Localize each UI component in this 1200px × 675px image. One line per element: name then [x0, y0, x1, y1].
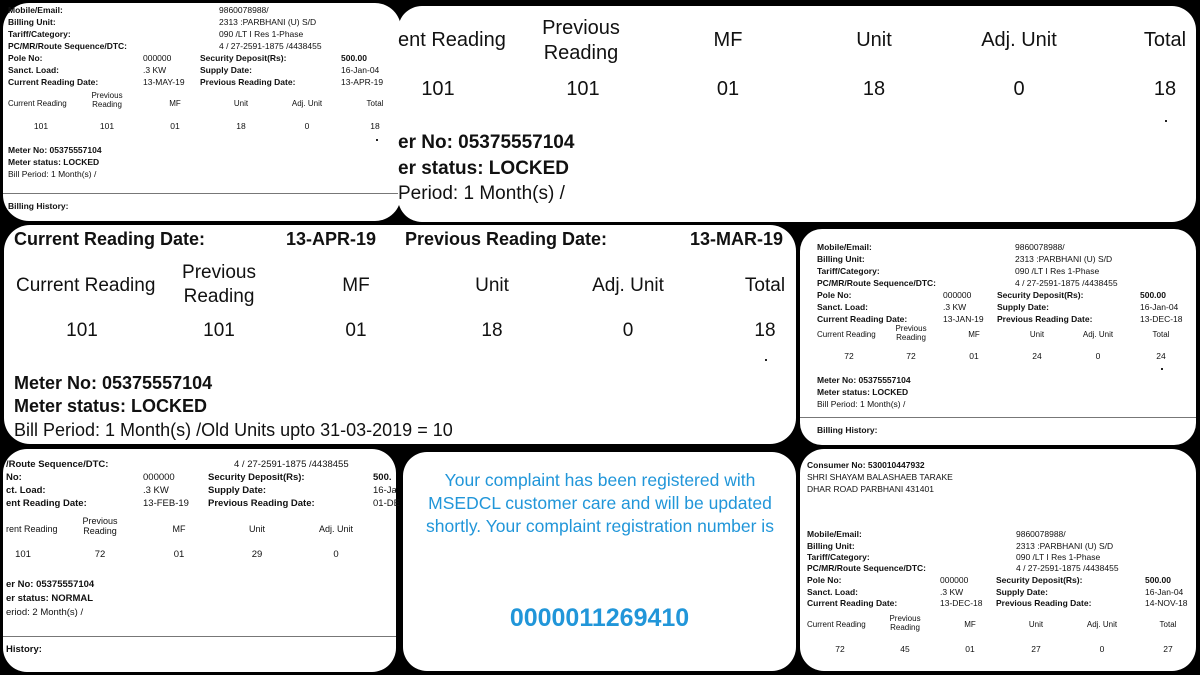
header-total: Total: [1152, 330, 1170, 339]
header-adj-unit: Adj. Unit: [1082, 330, 1114, 339]
bill-period: Period: 1 Month(s) /: [398, 183, 565, 204]
value-adj-unit: 0: [1099, 644, 1105, 654]
meter-number: er No: 05375557104: [398, 132, 575, 153]
meter-number: Meter No: 05375557104: [8, 145, 102, 155]
sanct-load-value: .3 KW: [943, 302, 967, 312]
info-value-route: 4 / 27-2591-1875 /4438455: [1015, 278, 1118, 288]
value-current-reading: 101: [33, 121, 49, 131]
pole-label: No:: [6, 472, 22, 483]
previous-reading-date-value: 13-DEC-18: [1140, 314, 1183, 324]
value-current-reading: 72: [835, 644, 845, 654]
bill-panel-may: [3, 3, 401, 221]
previous-reading-date-value: 13-APR-19: [341, 77, 384, 87]
header-previous-reading: Previous Reading: [182, 262, 256, 307]
header-mf: MF: [169, 99, 181, 108]
info-value-billing-unit: 2313 :PARBHANI (U) S/D: [219, 17, 317, 27]
speck: [1161, 368, 1163, 370]
info-label-route: PC/MR/Route Sequence/DTC:: [807, 563, 927, 573]
info-label-mobile: Mobile/Email:: [8, 5, 63, 15]
complaint-confirmation-panel: [403, 452, 796, 671]
value-previous-reading: 101: [203, 320, 235, 341]
header-unit: Unit: [248, 524, 266, 534]
info-value-billing-unit: 2313 :PARBHANI (U) S/D: [1016, 541, 1114, 551]
header-unit: Unit: [475, 275, 509, 296]
bill-period: eriod: 2 Month(s) /: [6, 607, 84, 618]
info-value-mobile: 9860078988/: [1015, 242, 1065, 252]
info-value-route: 4 / 27-2591-1875 /4438455: [219, 41, 322, 51]
supply-date-label: Supply Date:: [208, 485, 267, 496]
value-adj-unit: 0: [1013, 78, 1025, 100]
info-label-tariff: Tariff/Category:: [817, 266, 880, 276]
header-adj-unit: Adj. Unit: [981, 29, 1057, 51]
consumer-address: DHAR ROAD PARBHANI 431401: [807, 484, 934, 494]
supply-date-value: 16-Jan-04: [1140, 302, 1179, 312]
value-unit: 18: [236, 121, 246, 131]
divider: [3, 636, 396, 637]
pole-value: 000000: [143, 53, 172, 63]
meter-number: Meter No: 05375557104: [14, 373, 213, 393]
pole-label: Pole No:: [8, 53, 43, 63]
supply-date-label: Supply Date:: [997, 302, 1049, 312]
speck: [765, 359, 767, 361]
header-current-reading: Current Reading: [8, 99, 67, 108]
previous-reading-date-value: 13-MAR-19: [690, 229, 784, 249]
value-current-reading: 101: [15, 549, 31, 560]
pole-label: Pole No:: [817, 290, 852, 300]
header-previous-reading: Previous Reading: [542, 17, 620, 64]
bill-panel-february: [3, 449, 400, 672]
header-previous-reading: Previous Reading: [895, 324, 927, 342]
header-current-reading: ent Reading: [398, 29, 506, 51]
security-deposit-value: 500.: [373, 472, 392, 483]
billing-history-label: History:: [6, 644, 42, 655]
header-unit: Unit: [856, 29, 892, 51]
current-reading-date-label: Current Reading Date:: [8, 77, 99, 87]
value-adj-unit: 0: [1095, 351, 1101, 361]
meter-status: Meter status: LOCKED: [14, 396, 208, 416]
bill-panel-zoom-top: [398, 6, 1196, 222]
header-total: Total: [366, 99, 384, 108]
header-previous-reading: Previous Reading: [91, 91, 123, 109]
sanct-load-label: Sanct. Load:: [807, 587, 859, 597]
bill-panel-april: [4, 225, 796, 444]
meter-status: er status: LOCKED: [398, 158, 570, 179]
info-label-mobile: Mobile/Email:: [817, 242, 872, 252]
info-value-tariff: 090 /LT I Res 1-Phase: [1016, 552, 1101, 562]
value-mf: 01: [173, 549, 185, 560]
value-unit: 29: [251, 549, 263, 560]
speck: [376, 139, 378, 141]
value-unit: 27: [1031, 644, 1041, 654]
sanct-load-label: Sanct. Load:: [8, 65, 60, 75]
value-unit: 18: [481, 320, 503, 341]
supply-date-value: 16-Ja: [373, 485, 397, 496]
current-reading-date-value: 13-DEC-18: [940, 598, 983, 608]
value-previous-reading: 101: [99, 121, 115, 131]
security-deposit-label: Security Deposit(Rs):: [200, 53, 287, 63]
value-previous-reading: 101: [566, 78, 600, 100]
supply-date-label: Supply Date:: [996, 587, 1048, 597]
consumer-number: Consumer No: 530010447932: [807, 460, 925, 470]
complaint-message: Your complaint has been registered with MSEDCL customer care and will be updated shortly. Your complaint registration number is: [426, 470, 774, 536]
header-mf: MF: [713, 29, 743, 51]
security-deposit-label: Security Deposit(Rs):: [997, 290, 1084, 300]
security-deposit-value: 500.00: [341, 53, 367, 63]
previous-reading-date-label: Previous Reading Date:: [200, 77, 296, 87]
value-mf: 01: [170, 121, 180, 131]
header-unit: Unit: [1029, 330, 1045, 339]
previous-reading-date-label: Previous Reading Date:: [997, 314, 1093, 324]
header-unit: Unit: [233, 99, 249, 108]
meter-status: Meter status: LOCKED: [817, 387, 909, 397]
value-unit: 18: [862, 78, 886, 100]
current-reading-date-label: Current Reading Date:: [807, 598, 898, 608]
current-reading-date-value: 13-APR-19: [286, 229, 377, 249]
value-current-reading: 101: [66, 320, 98, 341]
header-total: Total: [1143, 29, 1187, 51]
value-unit: 24: [1032, 351, 1042, 361]
info-label-route: PC/MR/Route Sequence/DTC:: [8, 41, 128, 51]
info-value-tariff: 090 /LT I Res 1-Phase: [219, 29, 304, 39]
header-total: Total: [1159, 620, 1177, 629]
bill-period: Bill Period: 1 Month(s) /: [817, 399, 906, 409]
value-mf: 01: [345, 320, 367, 341]
supply-date-label: Supply Date:: [200, 65, 252, 75]
previous-reading-date-value: 01-DE: [373, 498, 400, 509]
info-label-mobile: Mobile/Email:: [807, 529, 862, 539]
value-total: 18: [1153, 78, 1177, 100]
complaint-registration-number: 0000011269410: [509, 604, 690, 632]
value-total: 27: [1163, 644, 1173, 654]
info-label-billing-unit: Billing Unit:: [817, 254, 865, 264]
info-value-route: 4 / 27-2591-1875 /4438455: [1016, 563, 1119, 573]
value-total: 24: [1156, 351, 1166, 361]
info-value-mobile: 9860078988/: [1016, 529, 1066, 539]
header-previous-reading: Previous Reading: [82, 516, 118, 536]
value-total: 18: [754, 320, 776, 341]
route-label: /Route Sequence/DTC:: [6, 459, 109, 470]
info-value-billing-unit: 2313 :PARBHANI (U) S/D: [1015, 254, 1113, 264]
value-previous-reading: 72: [906, 351, 916, 361]
info-label-billing-unit: Billing Unit:: [8, 17, 56, 27]
previous-reading-date-label: Previous Reading Date:: [208, 498, 315, 509]
header-current-reading: rent Reading: [6, 524, 58, 534]
header-total: Total: [744, 275, 786, 296]
sanct-load-value: .3 KW: [940, 587, 964, 597]
header-current-reading: Current Reading: [817, 330, 876, 339]
header-previous-reading: Previous Reading: [889, 614, 921, 632]
value-adj-unit: 0: [333, 549, 339, 560]
bill-period: Bill Period: 1 Month(s) /Old Units upto 31-03-2019 = 10: [14, 420, 453, 440]
value-previous-reading: 45: [900, 644, 910, 654]
security-deposit-label: Security Deposit(Rs):: [208, 472, 305, 483]
pole-value: 000000: [143, 472, 175, 483]
supply-date-value: 16-Jan-04: [341, 65, 380, 75]
divider: [800, 417, 1196, 418]
info-label-tariff: Tariff/Category:: [807, 552, 870, 562]
header-mf: MF: [964, 620, 976, 629]
value-adj-unit: 0: [622, 320, 634, 341]
info-label-billing-unit: Billing Unit:: [807, 541, 855, 551]
value-mf: 01: [965, 644, 975, 654]
bill-panel-january: [800, 229, 1196, 445]
current-reading-date-value: 13-FEB-19: [143, 498, 189, 509]
info-label-tariff: Tariff/Category:: [8, 29, 71, 39]
info-value-mobile: 9860078988/: [219, 5, 269, 15]
previous-reading-date-value: 14-NOV-18: [1145, 598, 1188, 608]
sanct-load-value: .3 KW: [143, 65, 167, 75]
sanct-load-label: Sanct. Load:: [817, 302, 869, 312]
header-current-reading: Current Reading: [16, 275, 156, 296]
header-mf: MF: [968, 330, 980, 339]
header-current-reading: Current Reading: [807, 620, 866, 629]
previous-reading-date-label: Previous Reading Date:: [405, 229, 608, 249]
current-reading-date-value: 13-MAY-19: [143, 77, 185, 87]
header-unit: Unit: [1028, 620, 1044, 629]
meter-number: er No: 05375557104: [6, 579, 95, 590]
pole-label: Pole No:: [807, 575, 842, 585]
bill-panel-december: [800, 449, 1196, 671]
header-adj-unit: Adj. Unit: [291, 99, 323, 108]
info-value-tariff: 090 /LT I Res 1-Phase: [1015, 266, 1100, 276]
pole-value: 000000: [943, 290, 972, 300]
current-reading-date-value: 13-JAN-19: [943, 314, 984, 324]
sanct-load-label: ct. Load:: [6, 485, 46, 496]
current-reading-date-label: ent Reading Date:: [6, 498, 87, 509]
security-deposit-label: Security Deposit(Rs):: [996, 575, 1083, 585]
value-adj-unit: 0: [304, 121, 310, 131]
meter-number: Meter No: 05375557104: [817, 375, 911, 385]
header-adj-unit: Adj. Unit: [1086, 620, 1118, 629]
header-adj-unit: Adj. Unit: [318, 524, 354, 534]
speck: [1165, 120, 1167, 122]
consumer-name: SHRI SHAYAM BALASHAEB TARAKE: [807, 472, 953, 482]
sanct-load-value: .3 KW: [143, 485, 169, 496]
pole-value: 000000: [940, 575, 969, 585]
value-current-reading: 101: [421, 78, 455, 100]
divider: [3, 193, 401, 194]
previous-reading-date-label: Previous Reading Date:: [996, 598, 1092, 608]
value-current-reading: 72: [844, 351, 854, 361]
current-reading-date-label: Current Reading Date:: [817, 314, 908, 324]
header-adj-unit: Adj. Unit: [592, 275, 664, 296]
security-deposit-value: 500.00: [1140, 290, 1166, 300]
meter-status: er status: NORMAL: [6, 593, 94, 604]
info-label-route: PC/MR/Route Sequence/DTC:: [817, 278, 937, 288]
security-deposit-value: 500.00: [1145, 575, 1171, 585]
value-mf: 01: [969, 351, 979, 361]
bill-period: Bill Period: 1 Month(s) /: [8, 169, 97, 179]
route-value: 4 / 27-2591-1875 /4438455: [234, 459, 349, 470]
value-mf: 01: [716, 78, 740, 100]
value-total: 18: [370, 121, 380, 131]
header-mf: MF: [172, 524, 186, 534]
supply-date-value: 16-Jan-04: [1145, 587, 1184, 597]
header-mf: MF: [342, 275, 370, 296]
current-reading-date-label: Current Reading Date:: [14, 229, 206, 249]
value-previous-reading: 72: [94, 549, 106, 560]
billing-history-label: Billing History:: [817, 425, 878, 435]
billing-history-label: Billing History:: [8, 201, 69, 211]
meter-status: Meter status: LOCKED: [8, 157, 100, 167]
